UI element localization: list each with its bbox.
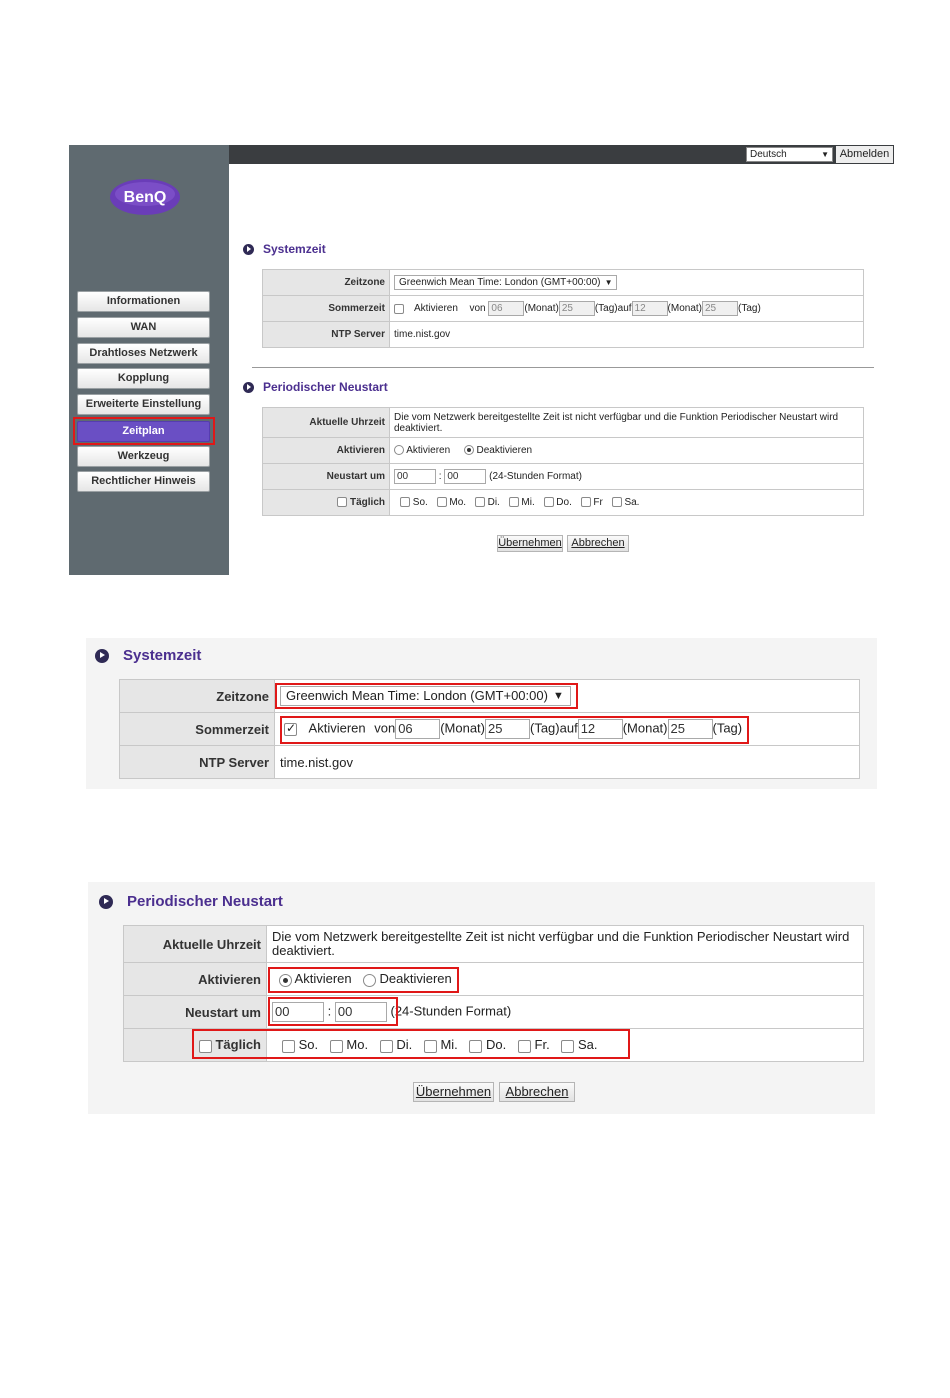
zoom-aktivieren-row xyxy=(124,963,864,996)
zoom-start-month-input[interactable]: 06 xyxy=(395,719,440,739)
zoom-day-checkbox-mi[interactable] xyxy=(424,1040,437,1053)
sidebar-item-informationen[interactable]: Informationen xyxy=(77,291,210,312)
zoom-sommerzeit-checkbox[interactable] xyxy=(284,723,297,736)
day-label: Mi. xyxy=(440,1037,458,1053)
day-checkbox-sa[interactable] xyxy=(612,497,622,507)
zoom-sommerzeit-row xyxy=(120,713,860,746)
tag-text: (Tag) xyxy=(737,303,761,315)
zoom-tag-auf-text: (Tag)auf xyxy=(530,720,578,736)
day-label: Mo. xyxy=(449,497,467,508)
neustart-heading xyxy=(243,380,388,394)
day-checkbox-mo[interactable] xyxy=(437,497,447,507)
aktivieren-row-label: Aktivieren xyxy=(263,438,390,464)
zoom-apply-button[interactable] xyxy=(413,1082,494,1102)
uhrzeit-label: Aktuelle Uhrzeit xyxy=(263,408,390,438)
zoom-ntp-row xyxy=(120,746,860,779)
section-bullet-icon xyxy=(95,649,109,663)
zoom-aktivieren-option-text: Aktivieren xyxy=(294,971,352,987)
zoom-uhrzeit-message: Die vom Netzwerk bereitgestellte Zeit ist nicht verfügbar und die Funktion Periodischer Neustart wird deaktiviert. xyxy=(267,926,864,963)
zeitzone-select[interactable] xyxy=(394,275,617,290)
zoom-neustart-um-row xyxy=(124,996,864,1029)
language-value: Deutsch xyxy=(750,149,787,160)
zoom-monat-text-2: (Monat) xyxy=(622,720,668,736)
zoom-day-checkbox-fr[interactable] xyxy=(518,1040,531,1053)
cancel-button[interactable] xyxy=(567,535,629,552)
section-bullet-icon xyxy=(99,895,113,909)
time-colon: : xyxy=(438,471,442,483)
ntp-row xyxy=(263,322,864,348)
start-month-input[interactable]: 06 xyxy=(488,301,524,316)
zoom-neustart-title: Periodischer Neustart xyxy=(127,893,283,910)
zoom-start-day-input[interactable]: 25 xyxy=(485,719,530,739)
uhrzeit-row xyxy=(263,408,864,438)
zoom-neustart-panel xyxy=(88,882,875,1114)
sidebar-item-kopplung[interactable]: Kopplung xyxy=(77,368,210,389)
systemzeit-table xyxy=(262,269,864,348)
zoom-day-checkbox-so[interactable] xyxy=(282,1040,295,1053)
zoom-taeglich-row xyxy=(124,1029,864,1062)
dropdown-arrow-icon: ▼ xyxy=(553,690,564,702)
zoom-zeitzone-select[interactable] xyxy=(280,686,571,706)
zeitzone-value: Greenwich Mean Time: London (GMT+00:00) xyxy=(399,277,601,288)
format-note: (24-Stunden Format) xyxy=(489,471,582,483)
deaktivieren-option-text: Deaktivieren xyxy=(476,445,533,456)
zeitzone-row xyxy=(263,270,864,296)
benq-logo xyxy=(109,177,181,217)
neustart-title: Periodischer Neustart xyxy=(263,380,388,394)
aktivieren-text: Aktivieren xyxy=(414,303,458,315)
monat-text-2: (Monat) xyxy=(667,303,702,315)
zoom-format-note: (24-Stunden Format) xyxy=(390,1003,512,1019)
day-label: Mi. xyxy=(521,497,535,508)
zoom-neustart-table xyxy=(123,925,864,1062)
day-checkbox-mi[interactable] xyxy=(509,497,519,507)
zoom-minute-input[interactable]: 00 xyxy=(335,1002,387,1022)
section-bullet-icon xyxy=(243,244,254,255)
zoom-day-checkbox-sa[interactable] xyxy=(561,1040,574,1053)
zoom-neustart-um-label: Neustart um xyxy=(124,996,267,1029)
sidebar xyxy=(69,145,229,575)
day-label: Di. xyxy=(487,497,500,508)
zoom-cancel-button[interactable] xyxy=(499,1082,575,1102)
zoom-systemzeit-table xyxy=(119,679,860,779)
day-label: Fr. xyxy=(534,1037,550,1053)
zoom-hour-input[interactable]: 00 xyxy=(272,1002,324,1022)
sidebar-item-werkzeug[interactable]: Werkzeug xyxy=(77,446,210,467)
logout-button[interactable]: Abmelden xyxy=(836,146,893,163)
zoom-day-checkbox-do[interactable] xyxy=(469,1040,482,1053)
sidebar-item-wan[interactable]: WAN xyxy=(77,317,210,338)
svg-text:BenQ: BenQ xyxy=(123,189,167,206)
neustart-um-row xyxy=(263,464,864,490)
aktivieren-option-text: Aktivieren xyxy=(406,445,451,456)
monat-text: (Monat) xyxy=(524,303,559,315)
deaktivieren-radio[interactable] xyxy=(464,445,474,455)
day-checkbox-so[interactable] xyxy=(400,497,410,507)
zoom-taeglich-text: Täglich xyxy=(215,1037,261,1053)
zoom-zeitzone-label: Zeitzone xyxy=(120,680,275,713)
uhrzeit-message: Die vom Netzwerk bereitgestellte Zeit ist nicht verfügbar und die Funktion Periodischer Neustart wird deaktiviert. xyxy=(390,408,864,438)
zoom-cancel-label: Abbrechen xyxy=(505,1084,569,1099)
cancel-label: Abbrechen xyxy=(571,537,625,549)
zeitzone-label: Zeitzone xyxy=(263,270,390,296)
hour-input[interactable]: 00 xyxy=(394,469,436,484)
router-ui-screenshot xyxy=(69,145,894,575)
zoom-zeitzone-row xyxy=(120,680,860,713)
zoom-uhrzeit-row xyxy=(124,926,864,963)
neustart-um-label: Neustart um xyxy=(263,464,390,490)
day-label: Do. xyxy=(556,497,572,508)
ntp-value: time.nist.gov xyxy=(390,322,864,348)
day-label: Fr xyxy=(593,497,603,508)
taeglich-row xyxy=(263,490,864,516)
apply-label: Übernehmen xyxy=(498,537,562,549)
zoom-time-colon: : xyxy=(327,1003,332,1019)
von-text: von xyxy=(469,303,486,315)
day-label: So. xyxy=(412,497,428,508)
zoom-ntp-value: time.nist.gov xyxy=(275,746,860,779)
end-month-input[interactable]: 12 xyxy=(632,301,668,316)
section-bullet-icon xyxy=(243,382,254,393)
zoom-systemzeit-title: Systemzeit xyxy=(123,647,202,664)
dropdown-arrow-icon: ▼ xyxy=(821,150,829,159)
sidebar-item-drahtloses-netzwerk[interactable]: Drahtloses Netzwerk xyxy=(77,343,210,364)
taeglich-text: Täglich xyxy=(349,497,385,508)
day-label: Di. xyxy=(396,1037,413,1053)
day-label: Mo. xyxy=(346,1037,369,1053)
sidebar-item-zeitplan[interactable]: Zeitplan xyxy=(77,421,210,442)
zoom-taeglich-checkbox[interactable] xyxy=(199,1040,212,1053)
zoom-ntp-label: NTP Server xyxy=(120,746,275,779)
end-day-input[interactable]: 25 xyxy=(702,301,738,316)
zoom-sommerzeit-label: Sommerzeit xyxy=(120,713,275,746)
zoom-uhrzeit-label: Aktuelle Uhrzeit xyxy=(124,926,267,963)
dropdown-arrow-icon: ▼ xyxy=(604,278,613,287)
start-day-input[interactable]: 25 xyxy=(559,301,595,316)
zoom-aktivieren-radio[interactable] xyxy=(279,974,292,987)
day-checkbox-do[interactable] xyxy=(544,497,554,507)
sommerzeit-label: Sommerzeit xyxy=(263,296,390,322)
zoom-day-checkbox-di[interactable] xyxy=(380,1040,393,1053)
section-divider xyxy=(252,367,874,368)
zoom-end-month-input[interactable]: 12 xyxy=(578,719,623,739)
day-label: So. xyxy=(298,1037,319,1053)
day-label: Sa. xyxy=(577,1037,598,1053)
aktivieren-row xyxy=(263,438,864,464)
day-checkbox-fr[interactable] xyxy=(581,497,591,507)
day-label: Sa. xyxy=(624,497,640,508)
zoom-neustart-heading xyxy=(99,893,283,910)
zoom-aktivieren-text: Aktivieren xyxy=(308,720,366,736)
zoom-deaktivieren-radio[interactable] xyxy=(363,974,376,987)
tag-auf-text: (Tag)auf xyxy=(594,303,632,315)
zoom-tag-text: (Tag) xyxy=(712,720,743,736)
systemzeit-title: Systemzeit xyxy=(263,242,326,256)
top-bar xyxy=(229,145,894,164)
neustart-table xyxy=(262,407,864,516)
zoom-systemzeit-panel xyxy=(86,638,877,789)
zoom-von-text: von xyxy=(374,720,396,736)
zoom-day-checkbox-mo[interactable] xyxy=(330,1040,343,1053)
language-select[interactable] xyxy=(746,147,833,162)
zoom-systemzeit-heading xyxy=(95,647,201,664)
sommerzeit-row xyxy=(263,296,864,322)
aktivieren-radio[interactable] xyxy=(394,445,404,455)
ntp-label: NTP Server xyxy=(263,322,390,348)
sidebar-item-rechtlicher-hinweis[interactable]: Rechtlicher Hinweis xyxy=(77,471,210,492)
day-checkbox-di[interactable] xyxy=(475,497,485,507)
zoom-zeitzone-value: Greenwich Mean Time: London (GMT+00:00) xyxy=(286,688,548,703)
zoom-deaktivieren-option-text: Deaktivieren xyxy=(379,971,452,987)
zoom-aktivieren-row-label: Aktivieren xyxy=(124,963,267,996)
sommerzeit-checkbox[interactable] xyxy=(394,304,404,314)
taeglich-checkbox[interactable] xyxy=(337,497,347,507)
apply-button[interactable] xyxy=(497,535,563,552)
day-label: Do. xyxy=(486,1037,507,1053)
zoom-apply-label: Übernehmen xyxy=(415,1084,492,1099)
minute-input[interactable]: 00 xyxy=(444,469,486,484)
systemzeit-heading xyxy=(243,242,326,256)
zoom-end-day-input[interactable]: 25 xyxy=(668,719,713,739)
zoom-monat-text: (Monat) xyxy=(440,720,485,736)
sidebar-item-erweiterte-einstellung[interactable]: Erweiterte Einstellung xyxy=(77,394,210,415)
